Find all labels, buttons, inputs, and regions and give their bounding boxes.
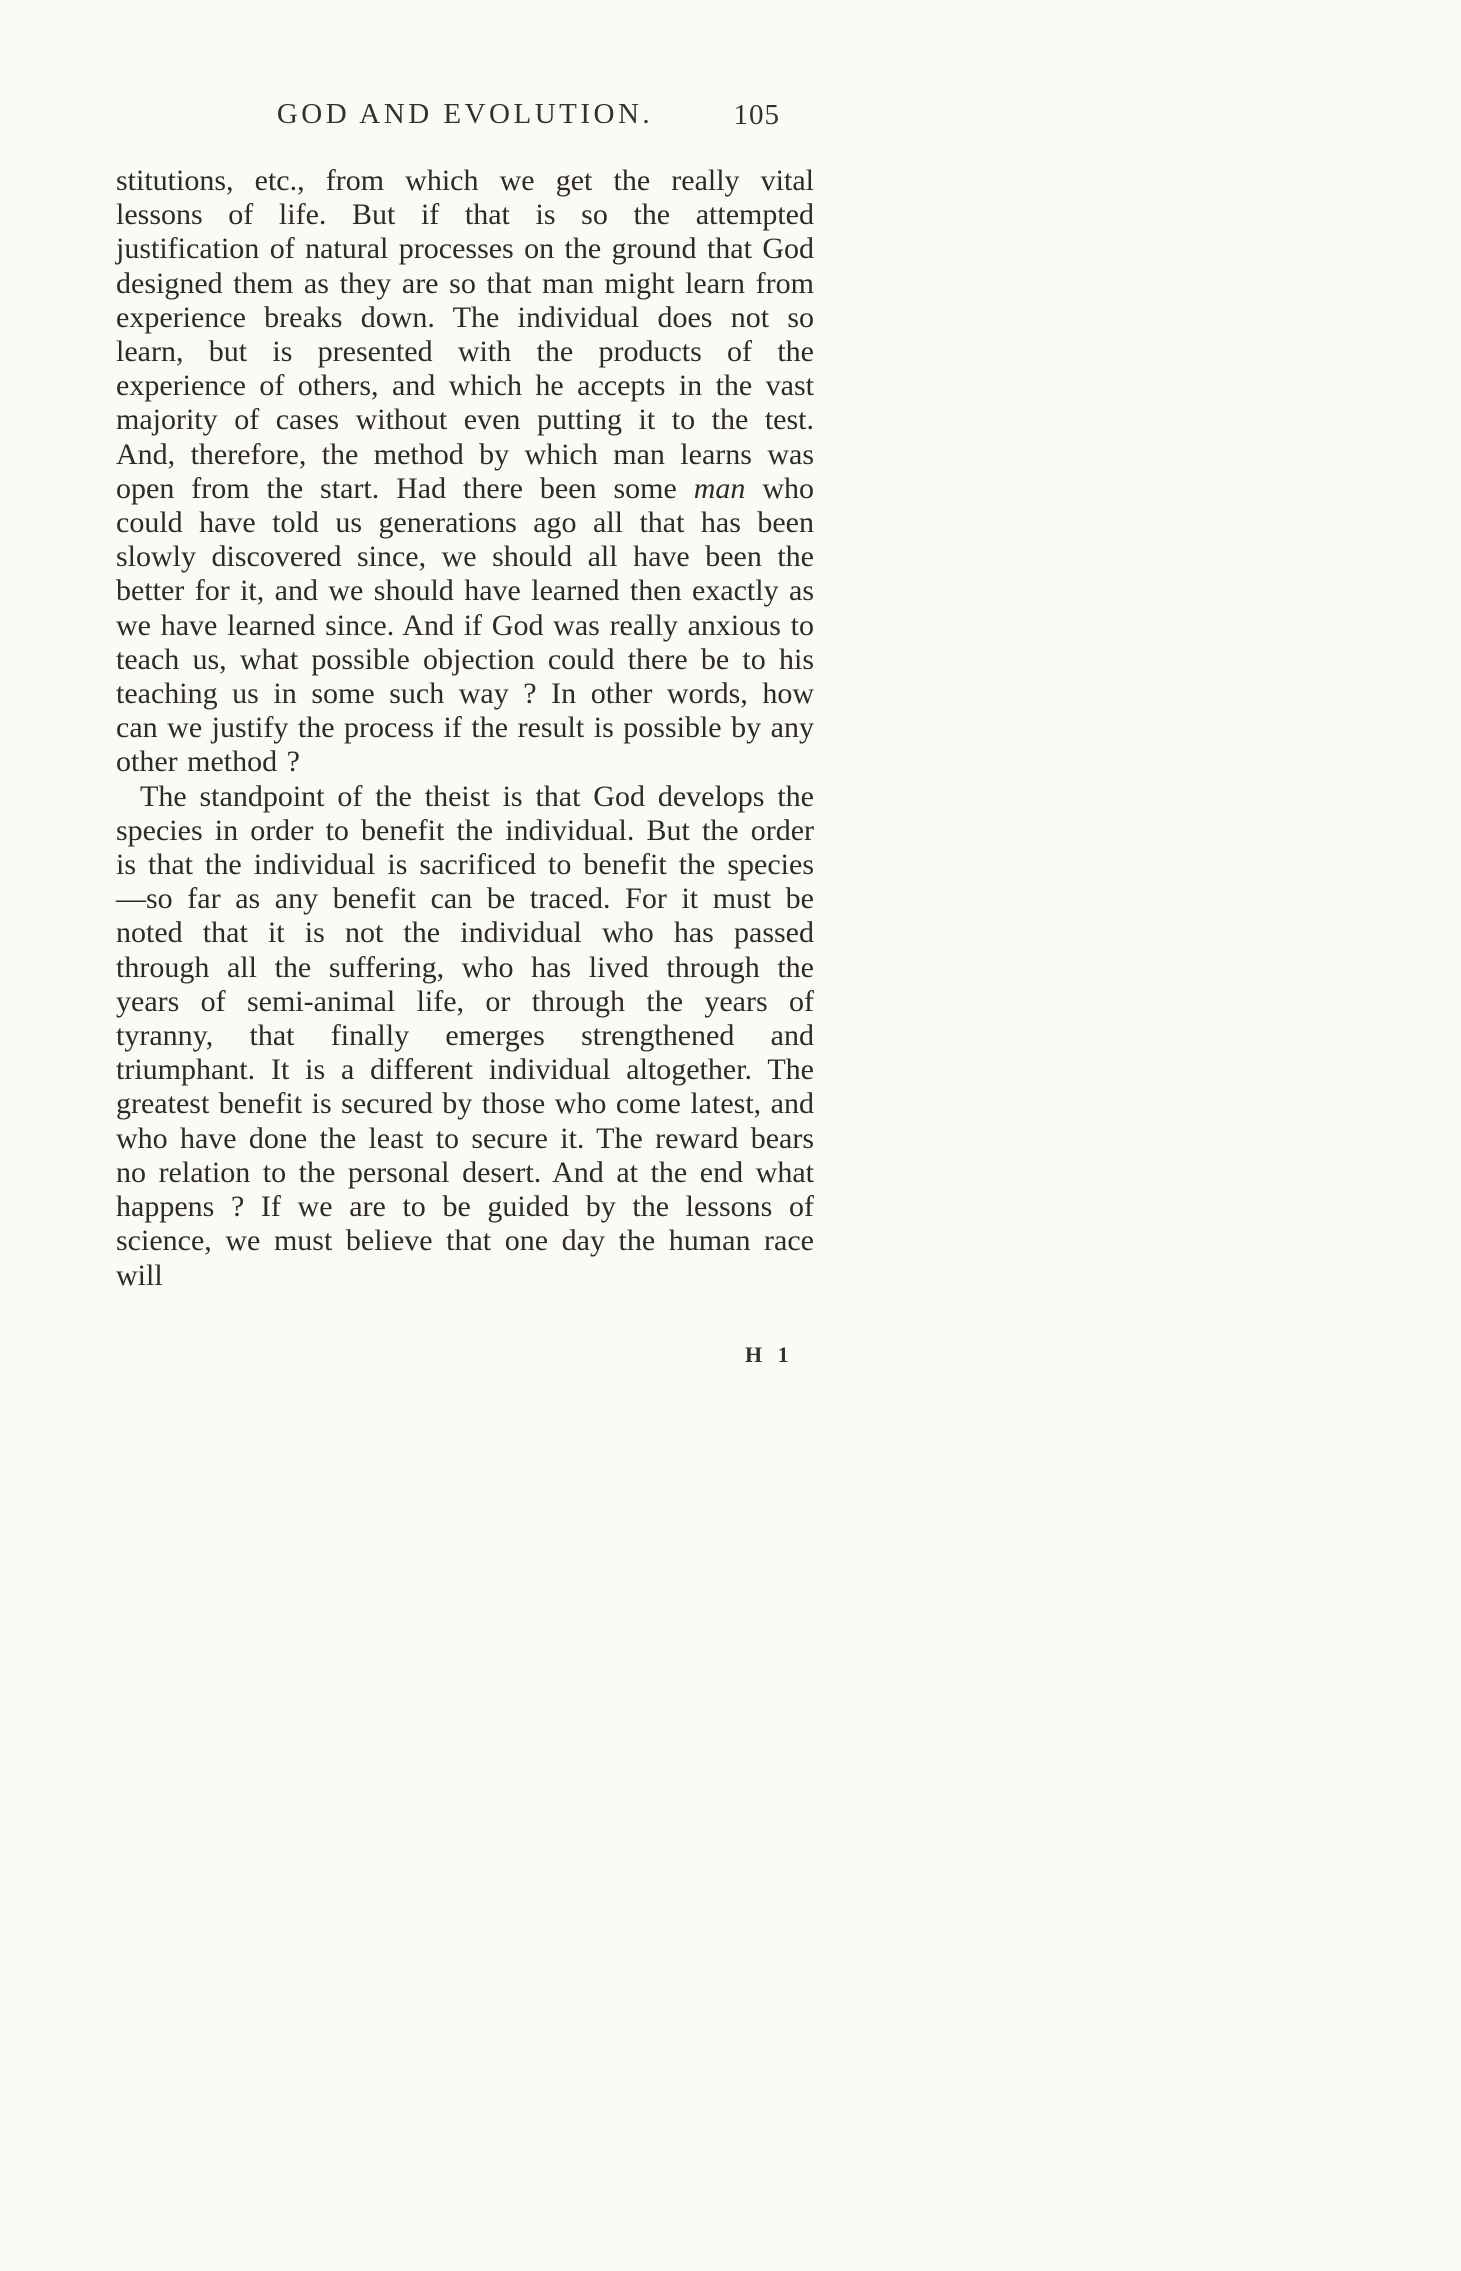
page-number: 105 [733, 99, 780, 131]
text-paragraph: The standpoint of the theist is that God develops the species in order to benefit the individual. But the order is that the individual is sacrificed to benefit the species—so far as any benefit can be traced. For it must be noted that it is not the individual who has passed through all the suffering, who has lived through the years of semi-animal life, or through the years of tyranny, that finally emerges strengthened and triumphant. It is a different individual altogether. The greatest benefit is secured by those who come latest, and who have done the least to secure it. The reward bears no relation to the personal desert. And at the end what happens ? If we are to be guided by the lessons of science, we must believe that one day the human race will [116, 779, 814, 1292]
printer-signature: H 1 [745, 1342, 794, 1367]
running-title: GOD AND EVOLUTION. [276, 98, 654, 130]
italic-word: man [693, 471, 746, 505]
paragraph-text: who could have told us generations ago all that has been slowly discovered since, we should all have been the better for it, and we should have learned then exactly as we have learned since. And if God was really anxious to teach us, what possible objection could there be to his teaching us in some such way ? In other words, how can we justify the process if the result is possible by any other method ? [116, 471, 814, 779]
text-paragraph [116, 164, 814, 780]
paragraph-text: stitutions, etc., from which we get the really vital lessons of life. But if that is so the attempted justification of natural processes on the ground that God designed them as they are so that man might learn from experience breaks down. The individual does not so learn, but is presented with the products of the experience of others, and which he accepts in the vast majority of cases without even putting it to the test. And, therefore, the method by which man learns was open from the start. Had there been some [116, 164, 814, 505]
page-header [116, 98, 814, 140]
page-body [116, 164, 814, 1293]
